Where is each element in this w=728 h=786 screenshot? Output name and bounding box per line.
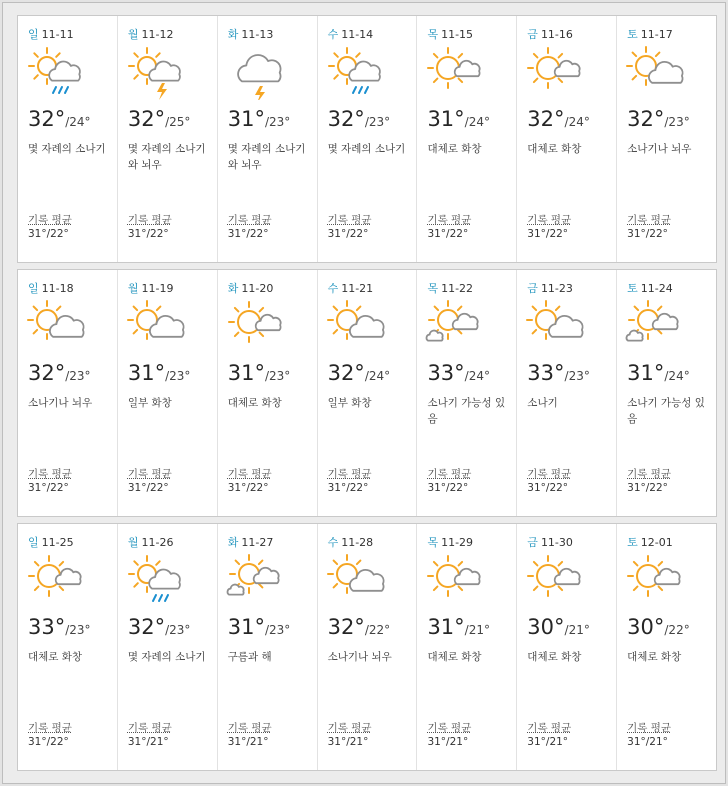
day-card[interactable] bbox=[18, 524, 117, 770]
low-temp: /24° bbox=[65, 115, 91, 129]
temperatures bbox=[427, 361, 490, 385]
temperatures bbox=[328, 107, 391, 131]
low-temp: /22° bbox=[664, 623, 690, 637]
date-label: 11-26 bbox=[141, 536, 174, 549]
record-average-link[interactable]: 기록 평균 bbox=[227, 468, 272, 480]
record-average-link[interactable]: 기록 평균 bbox=[527, 214, 572, 226]
temperatures bbox=[627, 107, 690, 131]
low-temp: /24° bbox=[564, 115, 590, 129]
mostly-sunny-icon bbox=[624, 552, 684, 608]
day-of-week: 월 bbox=[127, 536, 139, 549]
day-of-week: 금 bbox=[527, 28, 538, 41]
condition-text: 소나기 가능성 있음 bbox=[627, 397, 705, 425]
record-average-link[interactable]: 기록 평균 bbox=[127, 468, 172, 480]
date-label: 11-16 bbox=[540, 28, 573, 41]
day-card[interactable] bbox=[616, 270, 716, 516]
temperatures bbox=[128, 361, 191, 385]
temperatures bbox=[328, 615, 391, 639]
day-date bbox=[328, 26, 417, 42]
sun-cloud-rain-icon bbox=[325, 44, 385, 100]
mostly-sunny-icon bbox=[225, 298, 285, 354]
day-date bbox=[627, 534, 716, 550]
date-label: 11-11 bbox=[41, 28, 74, 41]
partly-cloudy-icon bbox=[25, 298, 85, 354]
day-of-week: 화 bbox=[227, 28, 239, 41]
day-date bbox=[28, 534, 117, 550]
date-label: 11-25 bbox=[41, 536, 74, 549]
day-of-week: 일 bbox=[28, 282, 39, 295]
day-date bbox=[28, 280, 117, 296]
day-date bbox=[527, 26, 616, 42]
day-of-week: 일 bbox=[28, 28, 39, 41]
record-average-value: 31°/22° bbox=[527, 228, 569, 240]
sun-cloud-rain-icon bbox=[25, 44, 85, 100]
low-temp: /24° bbox=[664, 369, 690, 383]
condition-text: 몇 자례의 소나기 bbox=[28, 143, 106, 155]
record-average-value: 31°/22° bbox=[127, 228, 169, 240]
low-temp: /23° bbox=[65, 369, 91, 383]
condition-text: 소나기 bbox=[527, 397, 558, 409]
record-average-value: 31°/22° bbox=[327, 228, 369, 240]
day-of-week: 월 bbox=[127, 282, 139, 295]
date-label: 11-28 bbox=[341, 536, 374, 549]
day-of-week: 토 bbox=[627, 536, 638, 549]
high-temp: 32° bbox=[627, 107, 665, 131]
day-card[interactable] bbox=[616, 524, 716, 770]
high-temp: 31° bbox=[227, 107, 265, 131]
day-card[interactable] bbox=[516, 16, 616, 262]
day-of-week: 일 bbox=[28, 536, 39, 549]
high-temp: 32° bbox=[28, 107, 66, 131]
temperatures bbox=[427, 615, 490, 639]
temperatures bbox=[627, 361, 690, 385]
mostly-sunny-icon bbox=[524, 552, 584, 608]
day-of-week: 목 bbox=[427, 28, 439, 41]
low-temp: /22° bbox=[364, 623, 391, 637]
date-label: 11-18 bbox=[41, 282, 74, 295]
day-card[interactable] bbox=[217, 270, 317, 516]
date-label: 11-12 bbox=[141, 28, 174, 41]
record-average-value: 31°/21° bbox=[627, 736, 668, 748]
day-date bbox=[527, 280, 616, 296]
temperatures bbox=[228, 107, 291, 131]
cloud-thunder-icon bbox=[225, 44, 285, 100]
day-date bbox=[128, 26, 217, 42]
record-average-link[interactable]: 기록 평균 bbox=[327, 214, 372, 226]
forecast-frame bbox=[2, 2, 726, 784]
condition-text: 소나기나 뇌우 bbox=[627, 143, 692, 155]
high-temp: 32° bbox=[127, 615, 166, 639]
high-temp: 31° bbox=[227, 361, 265, 385]
record-average-value: 31°/22° bbox=[427, 482, 469, 494]
day-card[interactable] bbox=[516, 524, 616, 770]
sun-cloud-thunder-icon bbox=[125, 44, 185, 100]
day-date bbox=[427, 26, 516, 42]
day-card[interactable] bbox=[416, 16, 516, 262]
record-average-link[interactable]: 기록 평균 bbox=[627, 722, 672, 734]
temperatures bbox=[328, 361, 391, 385]
record-average-value: 31°/22° bbox=[227, 482, 269, 494]
day-card[interactable] bbox=[416, 270, 516, 516]
high-temp: 33° bbox=[527, 361, 565, 385]
partly-cloudy-icon bbox=[624, 44, 684, 100]
record-average-link[interactable]: 기록 평균 bbox=[327, 722, 372, 734]
high-temp: 31° bbox=[127, 361, 166, 385]
day-date bbox=[427, 534, 516, 550]
high-temp: 33° bbox=[427, 361, 465, 385]
high-temp: 31° bbox=[227, 615, 265, 639]
day-card[interactable] bbox=[516, 270, 616, 516]
date-label: 11-30 bbox=[540, 536, 573, 549]
record-average-link[interactable]: 기록 평균 bbox=[28, 722, 72, 734]
day-of-week: 목 bbox=[427, 536, 439, 549]
day-date bbox=[427, 280, 516, 296]
date-label: 11-13 bbox=[241, 28, 274, 41]
date-label: 11-23 bbox=[540, 282, 573, 295]
date-label: 11-27 bbox=[241, 536, 274, 549]
temperatures bbox=[28, 107, 91, 131]
day-date bbox=[28, 26, 117, 42]
sun-cloud-rain-icon bbox=[125, 552, 185, 608]
temperatures bbox=[128, 615, 191, 639]
day-of-week: 월 bbox=[127, 28, 139, 41]
day-of-week: 수 bbox=[327, 282, 339, 295]
high-temp: 31° bbox=[627, 361, 665, 385]
week-row-1 bbox=[17, 15, 717, 263]
date-label: 12-01 bbox=[640, 536, 673, 549]
condition-text: 몇 자례의 소나기 bbox=[127, 651, 206, 663]
record-average-value: 31°/22° bbox=[627, 228, 668, 240]
partly-cloudy-icon bbox=[325, 552, 385, 608]
condition-text: 소나기 가능성 있음 bbox=[427, 397, 506, 425]
day-card[interactable] bbox=[117, 270, 217, 516]
day-card[interactable] bbox=[317, 270, 417, 516]
condition-text: 소나기나 뇌우 bbox=[327, 651, 392, 663]
day-of-week: 수 bbox=[327, 536, 339, 549]
record-average-value: 31°/22° bbox=[127, 482, 169, 494]
low-temp: /23° bbox=[564, 369, 590, 383]
low-temp: /23° bbox=[165, 369, 191, 383]
temperatures bbox=[527, 615, 590, 639]
record-average-link[interactable]: 기록 평균 bbox=[627, 214, 672, 226]
record-average-link[interactable]: 기록 평균 bbox=[627, 468, 672, 480]
low-temp: /21° bbox=[564, 623, 590, 637]
record-average-value: 31°/22° bbox=[427, 228, 469, 240]
high-temp: 32° bbox=[127, 107, 166, 131]
low-temp: /23° bbox=[664, 115, 690, 129]
day-card[interactable] bbox=[18, 270, 117, 516]
temperatures bbox=[527, 107, 590, 131]
condition-text: 몇 자례의 소나기 bbox=[327, 143, 406, 155]
condition-text: 몇 자례의 소나기와 뇌우 bbox=[127, 143, 206, 171]
day-date bbox=[627, 26, 716, 42]
date-label: 11-29 bbox=[441, 536, 474, 549]
record-average-link[interactable]: 기록 평균 bbox=[527, 722, 572, 734]
day-card[interactable] bbox=[18, 16, 117, 262]
record-average-link[interactable]: 기록 평균 bbox=[427, 468, 472, 480]
temperatures bbox=[28, 615, 91, 639]
record-average-value: 31°/21° bbox=[227, 736, 269, 748]
day-of-week: 수 bbox=[327, 28, 339, 41]
day-date bbox=[627, 280, 716, 296]
condition-text: 일부 화창 bbox=[327, 397, 372, 409]
temperatures bbox=[128, 107, 191, 131]
high-temp: 32° bbox=[327, 361, 365, 385]
date-label: 11-24 bbox=[640, 282, 673, 295]
condition-text: 대체로 화창 bbox=[427, 651, 482, 663]
low-temp: /23° bbox=[264, 369, 291, 383]
record-average-value: 31°/22° bbox=[28, 228, 69, 240]
date-label: 11-17 bbox=[640, 28, 673, 41]
day-card[interactable] bbox=[317, 16, 417, 262]
low-temp: /24° bbox=[364, 369, 391, 383]
mostly-sunny-icon bbox=[424, 552, 484, 608]
record-average-link[interactable]: 기록 평균 bbox=[227, 214, 272, 226]
temperatures bbox=[427, 107, 490, 131]
sun-two-clouds-icon bbox=[225, 552, 285, 608]
condition-text: 대체로 화창 bbox=[427, 143, 482, 155]
record-average-value: 31°/22° bbox=[227, 228, 269, 240]
high-temp: 31° bbox=[427, 615, 465, 639]
temperatures bbox=[28, 361, 91, 385]
low-temp: /23° bbox=[264, 115, 291, 129]
record-average-value: 31°/22° bbox=[28, 482, 69, 494]
day-of-week: 금 bbox=[527, 282, 538, 295]
day-date bbox=[328, 280, 417, 296]
record-average-value: 31°/22° bbox=[28, 736, 69, 748]
day-date bbox=[228, 280, 317, 296]
record-average-value: 31°/22° bbox=[627, 482, 668, 494]
record-average-link[interactable]: 기록 평균 bbox=[28, 214, 72, 226]
day-of-week: 화 bbox=[227, 536, 239, 549]
high-temp: 32° bbox=[327, 615, 365, 639]
record-average-value: 31°/21° bbox=[427, 736, 469, 748]
sun-two-clouds-icon bbox=[424, 298, 484, 354]
day-card[interactable] bbox=[217, 16, 317, 262]
condition-text: 소나기나 뇌우 bbox=[28, 397, 93, 409]
record-average-link[interactable]: 기록 평균 bbox=[227, 722, 272, 734]
date-label: 11-15 bbox=[441, 28, 474, 41]
low-temp: /23° bbox=[364, 115, 391, 129]
high-temp: 32° bbox=[527, 107, 565, 131]
day-card[interactable] bbox=[117, 524, 217, 770]
temperatures bbox=[228, 361, 291, 385]
week-row-3 bbox=[17, 523, 717, 771]
day-card[interactable] bbox=[616, 16, 716, 262]
temperatures bbox=[527, 361, 590, 385]
day-date bbox=[128, 534, 217, 550]
high-temp: 31° bbox=[427, 107, 465, 131]
day-date bbox=[527, 534, 616, 550]
day-of-week: 화 bbox=[227, 282, 239, 295]
day-card[interactable] bbox=[416, 524, 516, 770]
low-temp: /23° bbox=[165, 623, 191, 637]
condition-text: 일부 화창 bbox=[127, 397, 172, 409]
temperatures bbox=[627, 615, 690, 639]
condition-text: 대체로 화창 bbox=[527, 143, 582, 155]
day-of-week: 토 bbox=[627, 28, 638, 41]
record-average-link[interactable]: 기록 평균 bbox=[127, 722, 172, 734]
day-of-week: 금 bbox=[527, 536, 538, 549]
temperatures bbox=[228, 615, 291, 639]
condition-text: 대체로 화창 bbox=[227, 397, 282, 409]
record-average-link[interactable]: 기록 평균 bbox=[527, 468, 572, 480]
record-average-value: 31°/21° bbox=[327, 736, 369, 748]
day-card[interactable] bbox=[117, 16, 217, 262]
week-row-2 bbox=[17, 269, 717, 517]
low-temp: /23° bbox=[264, 623, 291, 637]
day-date bbox=[228, 26, 317, 42]
low-temp: /21° bbox=[464, 623, 490, 637]
condition-text: 대체로 화창 bbox=[627, 651, 682, 663]
record-average-value: 31°/22° bbox=[527, 482, 569, 494]
date-label: 11-21 bbox=[341, 282, 374, 295]
day-of-week: 목 bbox=[427, 282, 439, 295]
date-label: 11-19 bbox=[141, 282, 174, 295]
partly-cloudy-icon bbox=[325, 298, 385, 354]
low-temp: /24° bbox=[464, 369, 490, 383]
high-temp: 32° bbox=[327, 107, 365, 131]
record-average-link[interactable]: 기록 평균 bbox=[327, 468, 372, 480]
condition-text: 구름과 해 bbox=[227, 651, 272, 663]
record-average-link[interactable]: 기록 평균 bbox=[427, 722, 472, 734]
high-temp: 33° bbox=[28, 615, 66, 639]
low-temp: /23° bbox=[65, 623, 91, 637]
record-average-value: 31°/22° bbox=[327, 482, 369, 494]
date-label: 11-22 bbox=[441, 282, 474, 295]
day-date bbox=[228, 534, 317, 550]
day-date bbox=[328, 534, 417, 550]
record-average-link[interactable]: 기록 평균 bbox=[28, 468, 72, 480]
mostly-sunny-icon bbox=[424, 44, 484, 100]
mostly-sunny-icon bbox=[524, 44, 584, 100]
day-card[interactable] bbox=[217, 524, 317, 770]
record-average-value: 31°/21° bbox=[127, 736, 169, 748]
day-card[interactable] bbox=[317, 524, 417, 770]
high-temp: 30° bbox=[627, 615, 665, 639]
low-temp: /24° bbox=[464, 115, 490, 129]
day-date bbox=[128, 280, 217, 296]
day-of-week: 토 bbox=[627, 282, 638, 295]
condition-text: 대체로 화창 bbox=[28, 651, 83, 663]
date-label: 11-14 bbox=[341, 28, 374, 41]
record-average-value: 31°/21° bbox=[527, 736, 569, 748]
condition-text: 몇 자례의 소나기와 뇌우 bbox=[227, 143, 306, 171]
sun-two-clouds-icon bbox=[624, 298, 684, 354]
condition-text: 대체로 화창 bbox=[527, 651, 582, 663]
record-average-link[interactable]: 기록 평균 bbox=[427, 214, 472, 226]
high-temp: 32° bbox=[28, 361, 66, 385]
mostly-sunny-icon bbox=[25, 552, 85, 608]
partly-cloudy-icon bbox=[125, 298, 185, 354]
date-label: 11-20 bbox=[241, 282, 274, 295]
partly-cloudy-icon bbox=[524, 298, 584, 354]
record-average-link[interactable]: 기록 평균 bbox=[127, 214, 172, 226]
high-temp: 30° bbox=[527, 615, 565, 639]
low-temp: /25° bbox=[165, 115, 191, 129]
